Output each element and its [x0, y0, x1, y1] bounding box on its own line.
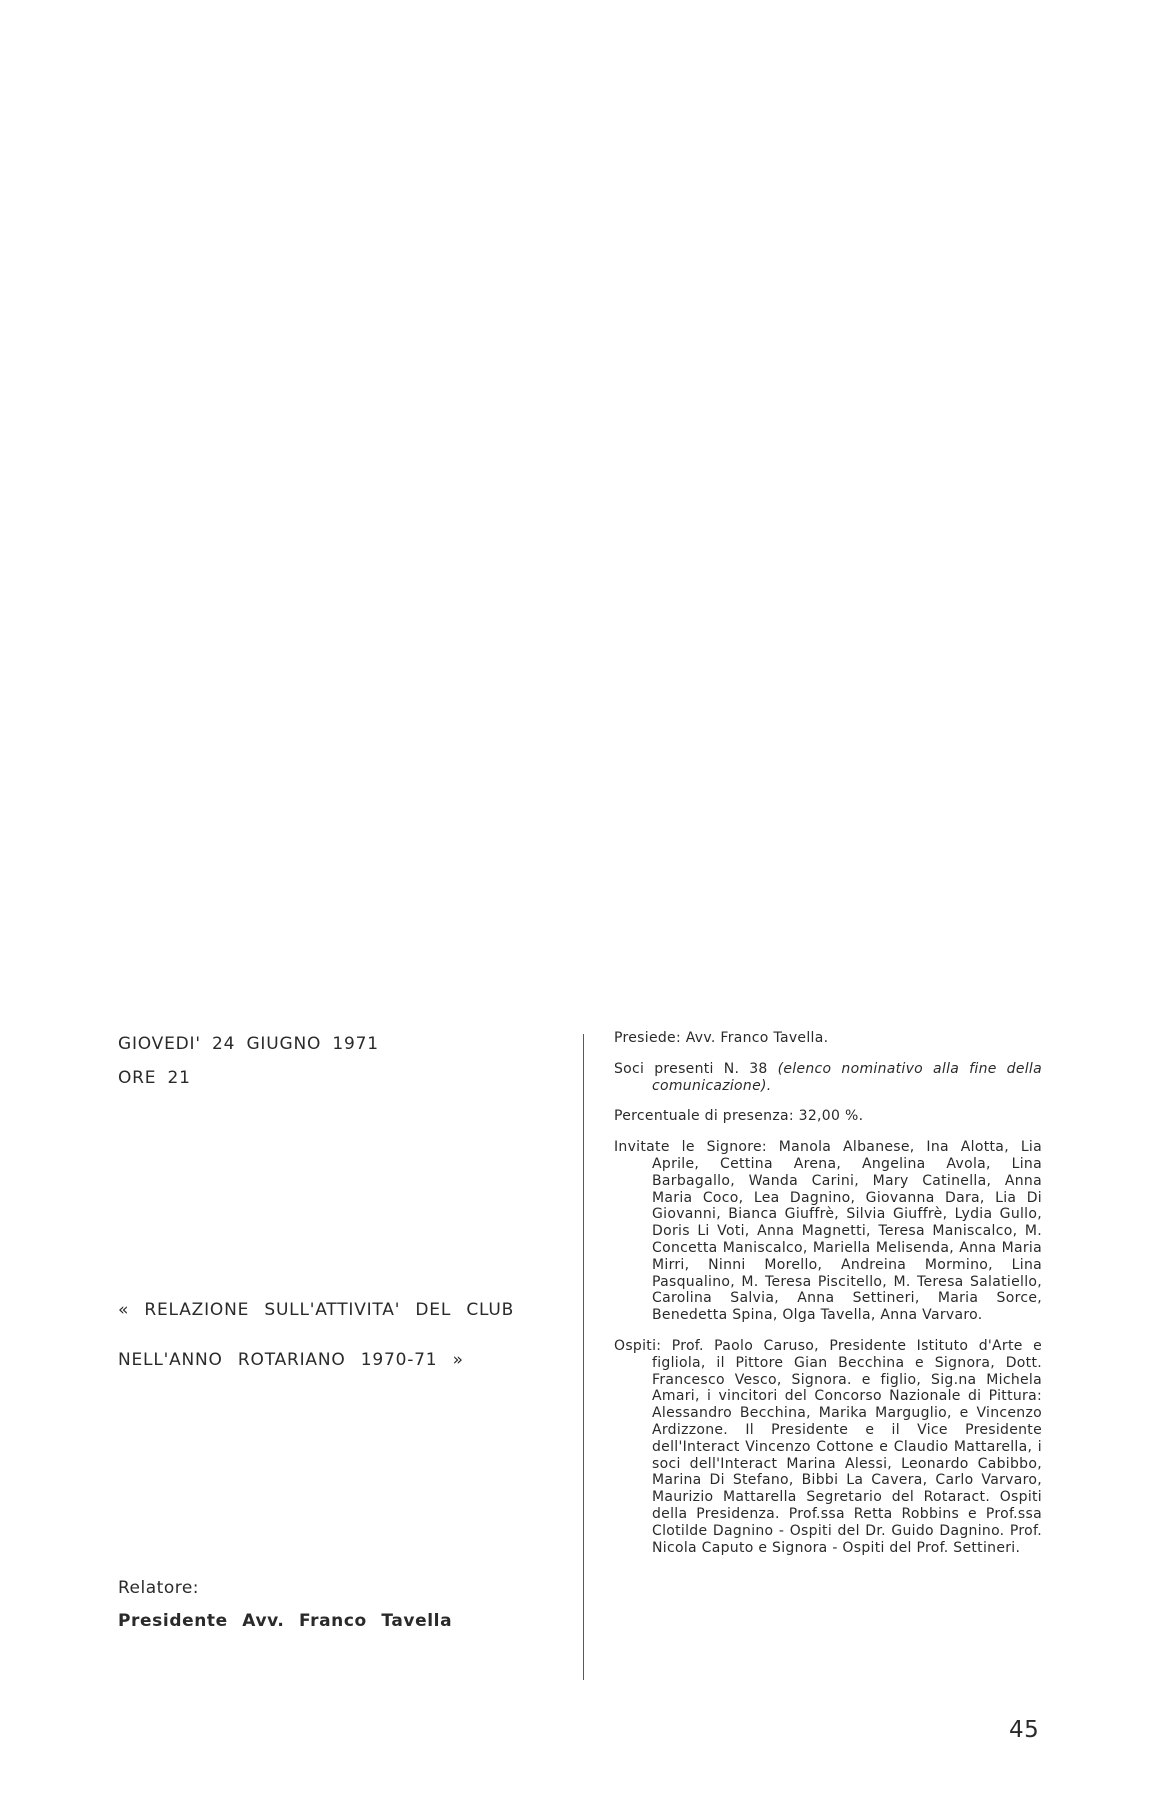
members-count: Soci presenti N. 38	[614, 1060, 778, 1077]
members-present	[614, 1061, 1042, 1095]
meeting-time: ORE 21	[118, 1068, 191, 1088]
presiding-officer: Presiede: Avv. Franco Tavella.	[614, 1030, 829, 1046]
invited-ladies: Invitate le Signore: Manola Albanese, Ina Alotta, Lia Aprile, Cettina Arena, Angelina Avola, Lina Barbagallo, Wanda Carini, Mary Catinella, Anna Maria Coco, Lea Dagnino, Giovanna Dara, Lia Di Giovanni, Bianca Giuffrè, Silvia Giuffrè, Lydia Gullo, Doris Li Voti, Anna Magnetti, Teresa Maniscalco, M. Concetta Maniscalco, Mariella Melisenda, Anna Maria Mirri, Ninni Morello, Andreina Mormino, Lina Pasqualino, M. Teresa Piscitello, M. Teresa Salatiello, Carolina Salvia, Anna Settineri, Maria Sorce, Benedetta Spina, Olga Tavella, Anna Varvaro.	[614, 1139, 1042, 1324]
page-number: 45	[1009, 1717, 1040, 1743]
guests: Ospiti: Prof. Paolo Caruso, Presidente Istituto d'Arte e figliola, il Pittore Gian Becchina e Signora, Dott. Francesco Vesco, Signora. e figlio, Sig.na Michela Amari, i vincitori del Concorso Nazionale di Pittura: Alessandro Becchina, Marika Marguglio, e Vincenzo Ardizzone. Il Presidente e il Vice Presidente dell'Interact Vincenzo Cottone e Claudio Mattarella, i soci dell'Interact Marina Alessi, Leonardo Cabibbo, Marina Di Stefano, Bibbi La Cavera, Carlo Varvaro, Maurizio Mattarella Segretario del Rotaract. Ospiti della Presidenza. Prof.ssa Retta Robbins e Prof.ssa Clotilde Dagnino - Ospiti del Dr. Guido Dagnino. Prof. Nicola Caputo e Signora - Ospiti del Prof. Settineri.	[614, 1337, 1042, 1556]
attendance-percentage: Percentuale di presenza: 32,00 %.	[614, 1108, 864, 1125]
right-column	[614, 1030, 1042, 1556]
speaker-label: Relatore:	[118, 1578, 200, 1598]
report-title-line-2: NELL'ANNO ROTARIANO 1970-71 »	[118, 1350, 464, 1370]
speaker-name: Presidente Avv. Franco Tavella	[118, 1611, 453, 1631]
members-list-note: (elenco nominativo alla fine della comunicazione).	[652, 1060, 1042, 1094]
column-divider	[583, 1034, 584, 1680]
meeting-date: GIOVEDI' 24 GIUGNO 1971	[118, 1034, 379, 1054]
report-title-line-1: « RELAZIONE SULL'ATTIVITA' DEL CLUB	[118, 1300, 515, 1320]
